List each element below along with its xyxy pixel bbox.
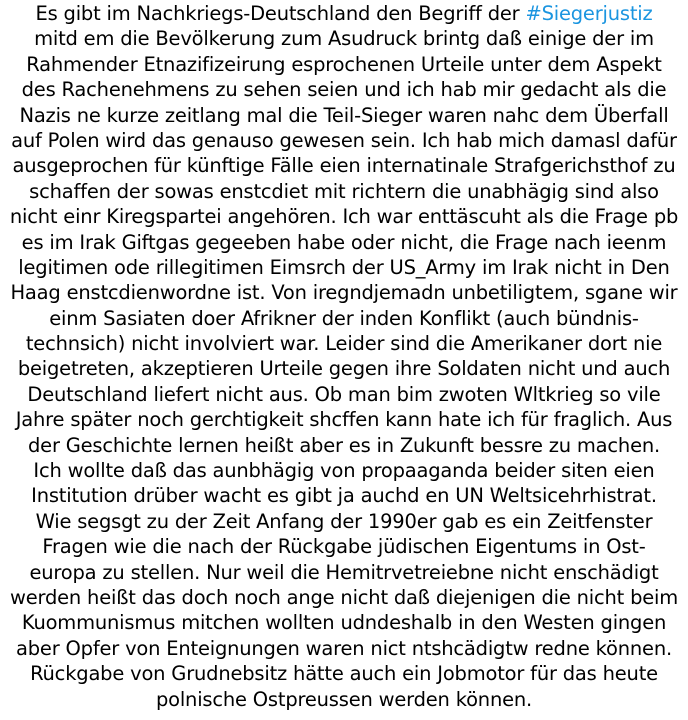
text-line: Rahmender Etnazifizeirung esprochenen Urteile unter dem Aspekt <box>26 52 662 76</box>
text-line: ausgeprochen für künftige Fälle eien internatinale Strafgerichsthof zu <box>12 154 676 178</box>
text-line: Ich wollte daß das aunbhägig von propaaganda beider siten eien <box>33 459 655 483</box>
text-line: Fragen wie die nach der Rückgabe jüdischen Eigentums in Ost- <box>42 535 646 559</box>
text-line: polnische Ostpreussen werden können. <box>155 687 533 711</box>
text-line: Institution drüber wacht es gibt ja auchd en UN Weltsicehrhistrat. <box>31 484 657 508</box>
text-line: Haag enstcdienwordne ist. Von iregndjemadn unbetiligtem, sgane wir <box>10 281 678 305</box>
text-line: aber Opfer von Enteignungen waren nict ntshcädigtw redne können. <box>16 636 672 660</box>
text-line: Deutschland liefert nicht aus. Ob man bim zwoten Wltkrieg so vile <box>27 382 661 406</box>
text-line: beigetreten, akzeptieren Urteile gegen ihre Soldaten nicht und auch <box>17 357 671 381</box>
text-line: Rückgabe von Grudnebsitz hätte auch ein Jobmotor für das heute <box>30 662 658 686</box>
text-line: auf Polen wird das genauso gewesen sein. Ich hab mich damasl dafür <box>11 128 677 152</box>
text-line: technsich) nicht involviert war. Leider sind die Amerikaner dort nie <box>25 332 663 356</box>
text-line: Jahre später noch gerchtigkeit shcffen kann hate ich für fraglich. Aus <box>15 408 673 432</box>
text-line: Wie segsgt zu der Zeit Anfang der 1990er gab es ein Zeitfenster <box>35 509 653 533</box>
text-line: schaffen der sowas enstcdiet mit richtern die unabhägig sind also <box>29 179 659 203</box>
text-line: europa zu stellen. Nur weil die Hemitrvetreiebne nicht enschädigt <box>29 560 659 584</box>
text-line: Kuommunismus mitchen wollten udndeshalb in den Westen gingen <box>21 611 667 635</box>
text-line: der Geschichte lernen heißt aber es in Zukunft bessre zu machen. <box>27 433 660 457</box>
text-line: des Rachenehmens zu sehen seien und ich hab mir gedacht als die <box>21 78 667 102</box>
text-line: Nazis ne kurze zeitlang mal die Teil-Sieger waren nahc dem Überfall <box>19 103 669 127</box>
text-line: es im Irak Giftgas gegeeben habe oder nicht, die Frage nach ieenm <box>21 230 667 254</box>
text-line: legitimen ode rillegitimen Eimsrch der US_Army im Irak nicht in Den <box>18 255 670 279</box>
text-line: nicht einr Kiregspartei angehören. Ich war enttäscuht als die Frage pb <box>9 205 679 229</box>
text-line: werden heißt das doch noch ange nicht daß diejenigen die nicht beim <box>9 585 679 609</box>
text-line-1 <box>2 1 686 26</box>
text-line: mitd em die Bevölkerung zum Asudruck brintg daß einige der im <box>34 27 654 51</box>
hashtag-link[interactable]: #Siegerjustiz <box>525 2 653 25</box>
tweet-text <box>0 1 688 712</box>
text-line-1-prefix: Es gibt im Nachkriegs-Deutschland den Begriff der <box>35 2 526 25</box>
text-line: einm Sasiaten doer Afrikner der inden Konflikt (auch bündnis- <box>49 306 639 330</box>
